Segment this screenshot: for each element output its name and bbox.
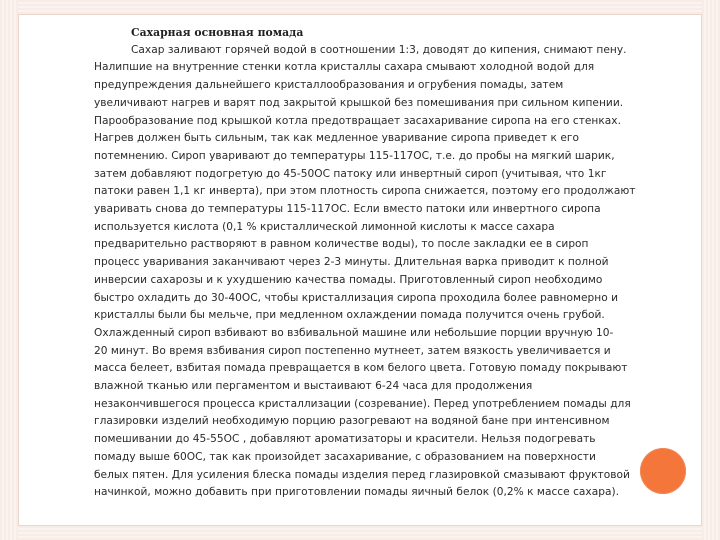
text-line: используется кислота (0,1 % кристаллической лимонной кислоты к массе сахара [94,220,555,233]
text-line: Парообразование под крышкой котла предотвращает засахаривание сиропа на его стенках. [94,114,621,127]
text-line: влажной тканью или пергаментом и выстаивают 6-24 часа для продолжения [94,380,533,393]
text-line: Охлажденный сироп взбивают во взбивальной машине или небольшие порции вручную 10- [94,326,614,339]
text-line: быстро охладить до 30-40ОС, чтобы кристаллизация сиропа проходила более равномерно и [94,291,619,304]
text-line: глазировки изделий необходимую порцию разогревают на водяной бане при интенсивном [94,415,610,428]
text-line: незакончившегося процесса кристаллизации (созревание). Перед употреблением помады для [94,397,631,410]
document-body [94,24,690,502]
text-line: белых пятен. Для усиления блеска помады изделия перед глазировкой смазывают фруктовой [94,468,630,481]
text-line: помаду выше 60ОС, так как произойдет засахаривание, с образованием на поверхности [94,450,596,463]
text-line: помешивании до 45-55ОС , добавляют ароматизаторы и красители. Нельзя подогревать [94,433,596,446]
frame-stripe-bottom [0,526,720,540]
text-line: уваривать снова до температуры 115-117ОС. Если вместо патоки или инвертного сиропа [94,203,601,216]
text-line: Налипшие на внутренние стенки котла кристаллы сахара смывают холодной водой для [94,61,595,74]
text-line: патоки равен 1,1 кг инверта), при этом плотность сиропа снижается, поэтому его продолжают [94,185,636,198]
frame-stripe-top [0,0,720,14]
text-line: предупреждения дальнейшего кристаллообразования и огрубения помады, затем [94,79,564,92]
text-line: увеличивают нагрев и варят под закрытой крышкой без помешивания при сильном кипении. [94,96,624,109]
document-title: Сахарная основная помада [131,26,304,39]
text-line: предварительно растворяют в равном количестве воды), то после закладки ее в сироп [94,238,589,251]
text-line: 20 минут. Во время взбивания сироп постепенно мутнеет, затем вязкость увеличивается и [94,344,611,357]
frame-stripe-left [0,0,18,540]
text-line: начинкой, можно добавить при приготовлении помады яичный белок (0,2% к массе сахара). [94,486,620,499]
text-line: затем добавляют подогретую до 45-50ОС патоку или инвертный сироп (учитывая, что 1кг [94,167,607,180]
text-line: Сахар заливают горячей водой в соотношении 1:3, доводят до кипения, снимают пену. [131,43,627,56]
text-line: инверсии сахарозы и к ухудшению качества помады. Приготовленный сироп необходимо [94,273,603,286]
text-line: потемнению. Сироп уваривают до температуры 115-117ОС, т.е. до пробы на мягкий шарик, [94,149,615,162]
text-line: масса белеет, взбитая помада превращается в ком белого цвета. Готовую помаду покрывают [94,362,628,375]
text-line: Нагрев должен быть сильным, так как медленное уваривание сиропа приведет к его [94,132,579,145]
text-line: кристаллы были бы мельче, при медленном охлаждении помада получится очень грубой. [94,309,605,322]
text-line: процесс уваривания заканчивают через 2-3 минуты. Длительная варка приводит к полной [94,256,609,269]
frame-stripe-right [702,0,720,540]
orange-circle-decoration [640,448,686,494]
